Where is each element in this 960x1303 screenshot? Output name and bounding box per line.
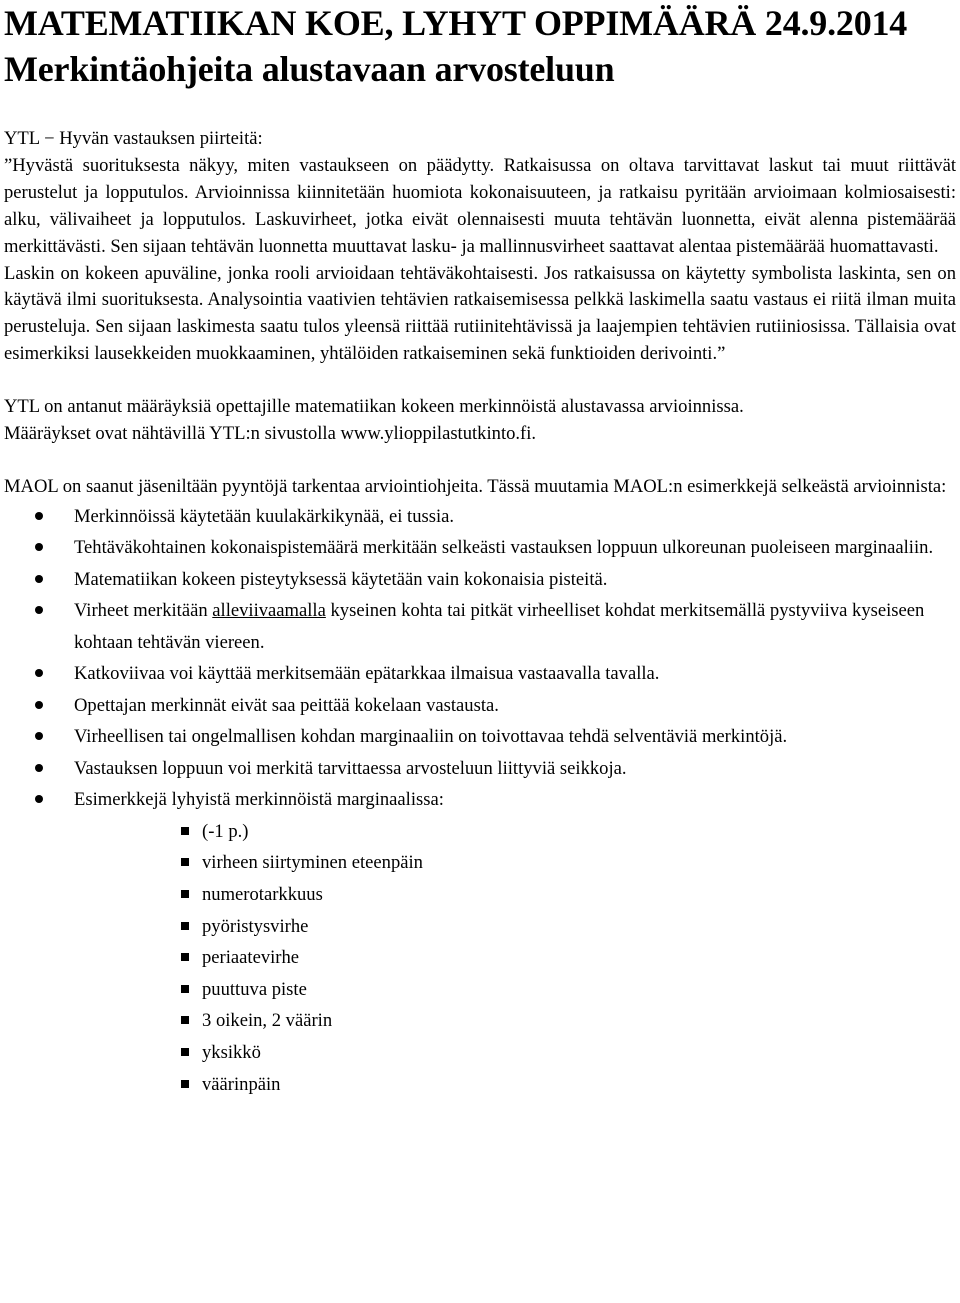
ytl-notice-line-2: Määräykset ovat nähtävillä YTL:n sivustolla www.ylioppilastutkinto.fi. xyxy=(4,423,537,445)
example-item xyxy=(74,816,956,848)
example-item xyxy=(74,879,956,911)
example-text: virheen siirtyminen eteenpäin xyxy=(202,852,423,874)
ytl-quote-paragraph-1: ”Hyvästä suorituksesta näkyy, miten vastaukseen on päädytty. Ratkaisussa on oltava tarvittavat laskut tai muut riittävät perustelut ja lopputulos. Arvioinnissa kiinnitetään huomiota kokonaisuuteen, ja ratkaisu pyritään arvioimaan kolmiosaisesti: alku, välivaiheet ja lopputulos. Laskuvirheet, jotka eivät olennaisesti muuta tehtävän luonnetta, eivät alenna pistemäärää merkittävästi. Sen sijaan tehtävän luonnetta muuttavat lasku- ja mallinnusvirheet saattavat alentaa pistemäärää huomattavasti. xyxy=(4,154,956,257)
document-subtitle: Merkintäohjeita alustavaan arvosteluun xyxy=(4,49,615,89)
example-item xyxy=(74,911,956,943)
list-item xyxy=(4,564,956,596)
list-item-text: Tehtäväkohtainen kokonaispistemäärä merkitään selkeästi vastauksen loppuun ulkoreunan puoleiseen marginaaliin. xyxy=(74,537,934,559)
example-text: puuttuva piste xyxy=(202,978,307,1000)
maol-section xyxy=(4,474,956,1100)
square-bullet-icon xyxy=(181,1016,189,1024)
bullet-icon xyxy=(35,575,43,583)
example-text: numerotarkkuus xyxy=(202,884,323,906)
bullet-icon xyxy=(35,606,43,614)
list-item-text-start: Virheet merkitään xyxy=(74,600,213,622)
bullet-icon xyxy=(35,764,43,772)
bullet-icon xyxy=(35,512,43,520)
ytl-quote-paragraph-2: Laskin on kokeen apuväline, jonka rooli arvioidaan tehtäväkohtaisesti. Jos ratkaisussa on käytetty symbolista laskinta, sen on käytävä ilmi suorituksesta. Analysointia vaativien tehtävien ratkaisemisessa pelkkä laskimella saatu vastaus ei riitä ilman muita perusteluja. Sen sijaan laskimesta saatu tulos yleensä riittää rutiinitehtävissä ja laajempien tehtävien rutiiniosissa. Tällaisia ovat esimerkiksi lausekkeiden muokkaaminen, yhtälöiden ratkaiseminen sekä funktioiden derivointi.” xyxy=(4,262,956,365)
ytl-notice xyxy=(4,394,956,448)
square-bullet-icon xyxy=(181,953,189,961)
document-page xyxy=(4,0,956,1100)
example-item xyxy=(74,1005,956,1037)
list-item-text-end: kyseinen kohta tai pitkät virheelliset kohdat merkitsemällä pystyviiva kyseiseen kohtaan tehtävän viereen. xyxy=(74,600,925,653)
maol-intro: MAOL on saanut jäseniltään pyyntöjä tarkentaa arviointiohjeita. Tässä muutamia MAOL:n esimerkkejä selkeästä arvioinnista: xyxy=(4,475,947,497)
bullet-icon xyxy=(35,795,43,803)
example-item xyxy=(74,1069,956,1101)
list-item xyxy=(4,753,956,785)
list-item xyxy=(4,784,956,1100)
square-bullet-icon xyxy=(181,827,189,835)
list-item xyxy=(4,532,956,564)
example-text: periaatevirhe xyxy=(202,947,300,969)
examples-list xyxy=(74,816,956,1100)
bullet-icon xyxy=(35,701,43,709)
square-bullet-icon xyxy=(181,1048,189,1056)
square-bullet-icon xyxy=(181,1080,189,1088)
bullet-icon xyxy=(35,543,43,551)
square-bullet-icon xyxy=(181,890,189,898)
example-text: väärinpäin xyxy=(202,1073,281,1095)
square-bullet-icon xyxy=(181,985,189,993)
list-item-text: Katkoviivaa voi käyttää merkitsemään epätarkkaa ilmaisua vastaavalla tavalla. xyxy=(74,663,660,685)
example-item xyxy=(74,1037,956,1069)
underlined-word: alleviivaamalla xyxy=(212,600,326,622)
square-bullet-icon xyxy=(181,858,189,866)
example-text: pyöristysvirhe xyxy=(202,915,309,937)
document-title: MATEMATIIKAN KOE, LYHYT OPPIMÄÄRÄ 24.9.2014 xyxy=(4,3,908,43)
example-text: 3 oikein, 2 väärin xyxy=(202,1010,333,1032)
example-text: yksikkö xyxy=(202,1042,261,1064)
square-bullet-icon xyxy=(181,922,189,930)
list-item xyxy=(4,595,956,658)
example-item xyxy=(74,974,956,1006)
maol-bullet-list xyxy=(4,501,956,1100)
ytl-heading: YTL − Hyvän vastauksen piirteitä: xyxy=(4,128,263,149)
list-item-text: Merkinnöissä käytetään kuulakärkikynää, ei tussia. xyxy=(74,505,455,527)
list-item-text: Virheellisen tai ongelmallisen kohdan marginaaliin on toivottavaa tehdä selventäviä merkintöjä. xyxy=(74,726,788,748)
list-item xyxy=(4,501,956,533)
ytl-notice-line-1: YTL on antanut määräyksiä opettajille matematiikan kokeen merkinnöistä alustavassa arvioinnissa. xyxy=(4,396,744,418)
list-item-text: Esimerkkejä lyhyistä merkinnöistä marginaalissa: xyxy=(74,789,444,811)
bullet-icon xyxy=(35,732,43,740)
list-item-text: Opettajan merkinnät eivät saa peittää kokelaan vastausta. xyxy=(74,694,499,716)
example-item xyxy=(74,847,956,879)
list-item-text: Vastauksen loppuun voi merkitä tarvittaessa arvosteluun liittyviä seikkoja. xyxy=(74,757,627,779)
example-text: (-1 p.) xyxy=(202,820,249,842)
list-item-text: Matematiikan kokeen pisteytyksessä käytetään vain kokonaisia pisteitä. xyxy=(74,568,608,590)
example-item xyxy=(74,942,956,974)
bullet-icon xyxy=(35,669,43,677)
list-item xyxy=(4,721,956,753)
list-item xyxy=(4,690,956,722)
list-item xyxy=(4,658,956,690)
